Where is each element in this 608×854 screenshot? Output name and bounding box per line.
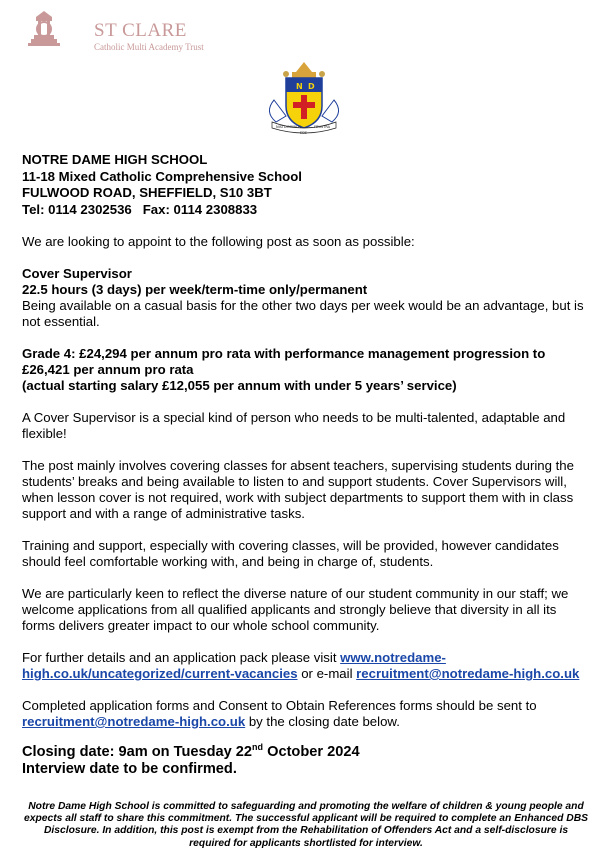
details-prefix: For further details and an application pack please visit [22,650,341,665]
school-contact: Tel: 0114 2302536 Fax: 0114 2308833 [22,201,258,217]
grade-line-2: £26,421 per annum pro rata [22,362,194,377]
forms-prefix: Completed application forms and Consent to Obtain References forms should be sent to [22,698,537,713]
grade-line-1: Grade 4: £24,294 per annum pro rata with performance management progression to [22,346,546,361]
safeguarding-footer: Notre Dame High School is committed to safeguarding and promoting the welfare of children & young people and expects all staff to share this commitment. The successful applicant will be required to complete an Enhanced DBS Disclosure. In addition, this post is exempt from the Rehabilitation of Offenders Act and a self-disclosure is required for applicants shortlisted for interview. [24,801,588,849]
forms-email-link[interactable]: recruitment@notredame-high.co.uk [22,714,246,729]
grade-line-3: (actual starting salary £12,055 per annum with under 5 years’ service) [22,378,457,393]
post-hours: 22.5 hours (3 days) per week/term-time only/permanent [22,282,368,297]
details-paragraph [22,650,592,682]
post-note: Being available on a casual basis for the other two days per week would be an advantage, but is not essential. [22,298,584,329]
intro-text: We are looking to appoint to the following post as soon as possible: [22,234,415,249]
post-title: Cover Supervisor [22,266,132,281]
school-type: 11-18 Mixed Catholic Comprehensive School [22,168,302,184]
closing-date [22,744,592,761]
school-name: NOTRE DAME HIGH SCHOOL [22,152,208,167]
svg-text:N: N [296,82,303,91]
forms-suffix: by the closing date below. [245,714,400,729]
details-middle: or e-mail [297,666,357,681]
crest-motto-right: FRUSTRA [314,125,331,129]
paragraph-training: Training and support, especially with covering classes, will be provided, however candidates should feel comfortable working with, and being in charge of, students. [22,538,559,569]
advert-body [22,152,592,778]
trust-logo [22,8,212,52]
paragraph-intro: A Cover Supervisor is a special kind of person who needs to be multi-talented, adaptable and flexible! [22,410,566,441]
crest-motto-left: NISI DOMINUS [276,125,301,129]
crest-banner: EDE [300,131,308,135]
school-crest [256,60,352,136]
school-address: FULWOOD ROAD, SHEFFIELD, S10 3BT [22,185,272,200]
svg-text:D: D [308,82,315,91]
trust-subtitle: Catholic Multi Academy Trust [94,42,204,52]
trust-emblem-icon [22,8,66,52]
forms-paragraph [22,698,592,730]
recruitment-email-link[interactable]: recruitment@notredame-high.co.uk [356,666,580,681]
closing-suffix: October 2024 [263,744,360,760]
trust-name: ST CLARE [94,20,187,41]
paragraph-duties: The post mainly involves covering classes for absent teachers, supervising students during the students’ breaks and being available to listen to and support students. Cover Supervisors will, when lesson cover is not required, work with subject departments to support them with in class support and with a range of administrative tasks. [22,458,574,521]
paragraph-diversity: We are particularly keen to reflect the diverse nature of our student community in our staff; we welcome applications from all qualified applicants and strongly believe that diversity in all its forms delivers greater impact to our whole school community. [22,586,569,633]
closing-sup: nd [252,742,264,753]
interview-date: Interview date to be confirmed. [22,761,237,777]
closing-prefix: Closing date: 9am on Tuesday 22 [22,744,253,760]
vacancies-link[interactable]: www.notredame-high.co.uk/uncategorized/current-vacancies [22,650,446,681]
